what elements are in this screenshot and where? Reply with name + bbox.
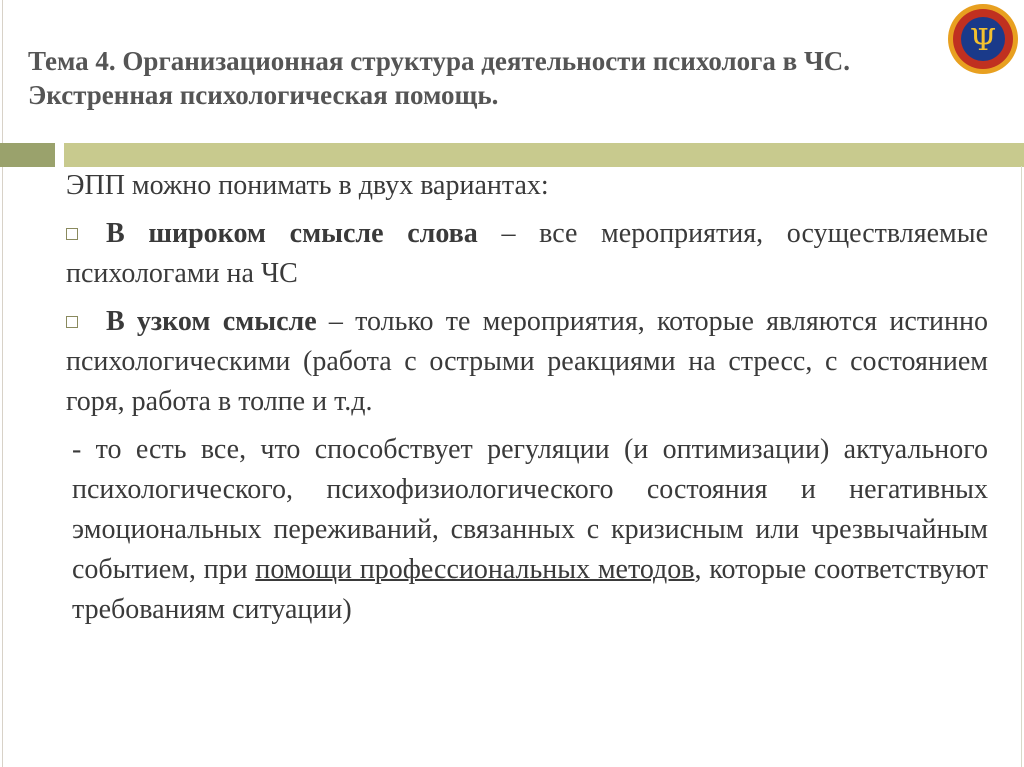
paragraph-text-start: - то есть все, что способствует регуляции (и оптимизации) актуального психологического, психофизиологического состояния и негативных эмоциональных переживаний, связанных с кризисным или чрезвычайным событием, при: [72, 434, 988, 585]
item-text: – только те мероприятия, которые являются истинно психологическими (работа с острыми реакциями на стресс, с состоянием горя, работа в толпе и т.д.: [66, 306, 989, 417]
psi-emblem-icon: [946, 2, 1020, 76]
intro-text: ЭПП можно понимать в двух вариантах:: [66, 170, 549, 201]
explanation-paragraph: [66, 430, 988, 630]
svg-text:Ψ: Ψ: [969, 23, 997, 58]
square-bullet-icon: [66, 228, 78, 240]
item-text: – все мероприятия, осуществляемые психологами на ЧС: [66, 218, 989, 289]
slide-body: [66, 166, 988, 630]
paragraph-text-end: , которые соответствуют требованиям ситуации): [72, 554, 989, 625]
paragraph-underlined-text: помощи профессиональных методов: [255, 554, 695, 585]
item-bold-text: В широком смысле слова: [106, 218, 478, 249]
right-edge-line: [1021, 166, 1022, 767]
slide-title: [28, 44, 978, 112]
accent-bar-left: [0, 143, 55, 167]
title-line-1: Тема 4. Организационная структура деятельности психолога в ЧС.: [28, 46, 851, 76]
square-bullet-icon: [66, 316, 78, 328]
list-item-broad: [66, 214, 988, 294]
title-line-2: Экстренная психологическая помощь.: [28, 80, 499, 110]
left-edge-line: [2, 0, 3, 767]
accent-bar-right: [64, 143, 1024, 167]
item-bold-text: В узком смысле: [106, 306, 317, 337]
list-item-narrow: [66, 302, 988, 422]
